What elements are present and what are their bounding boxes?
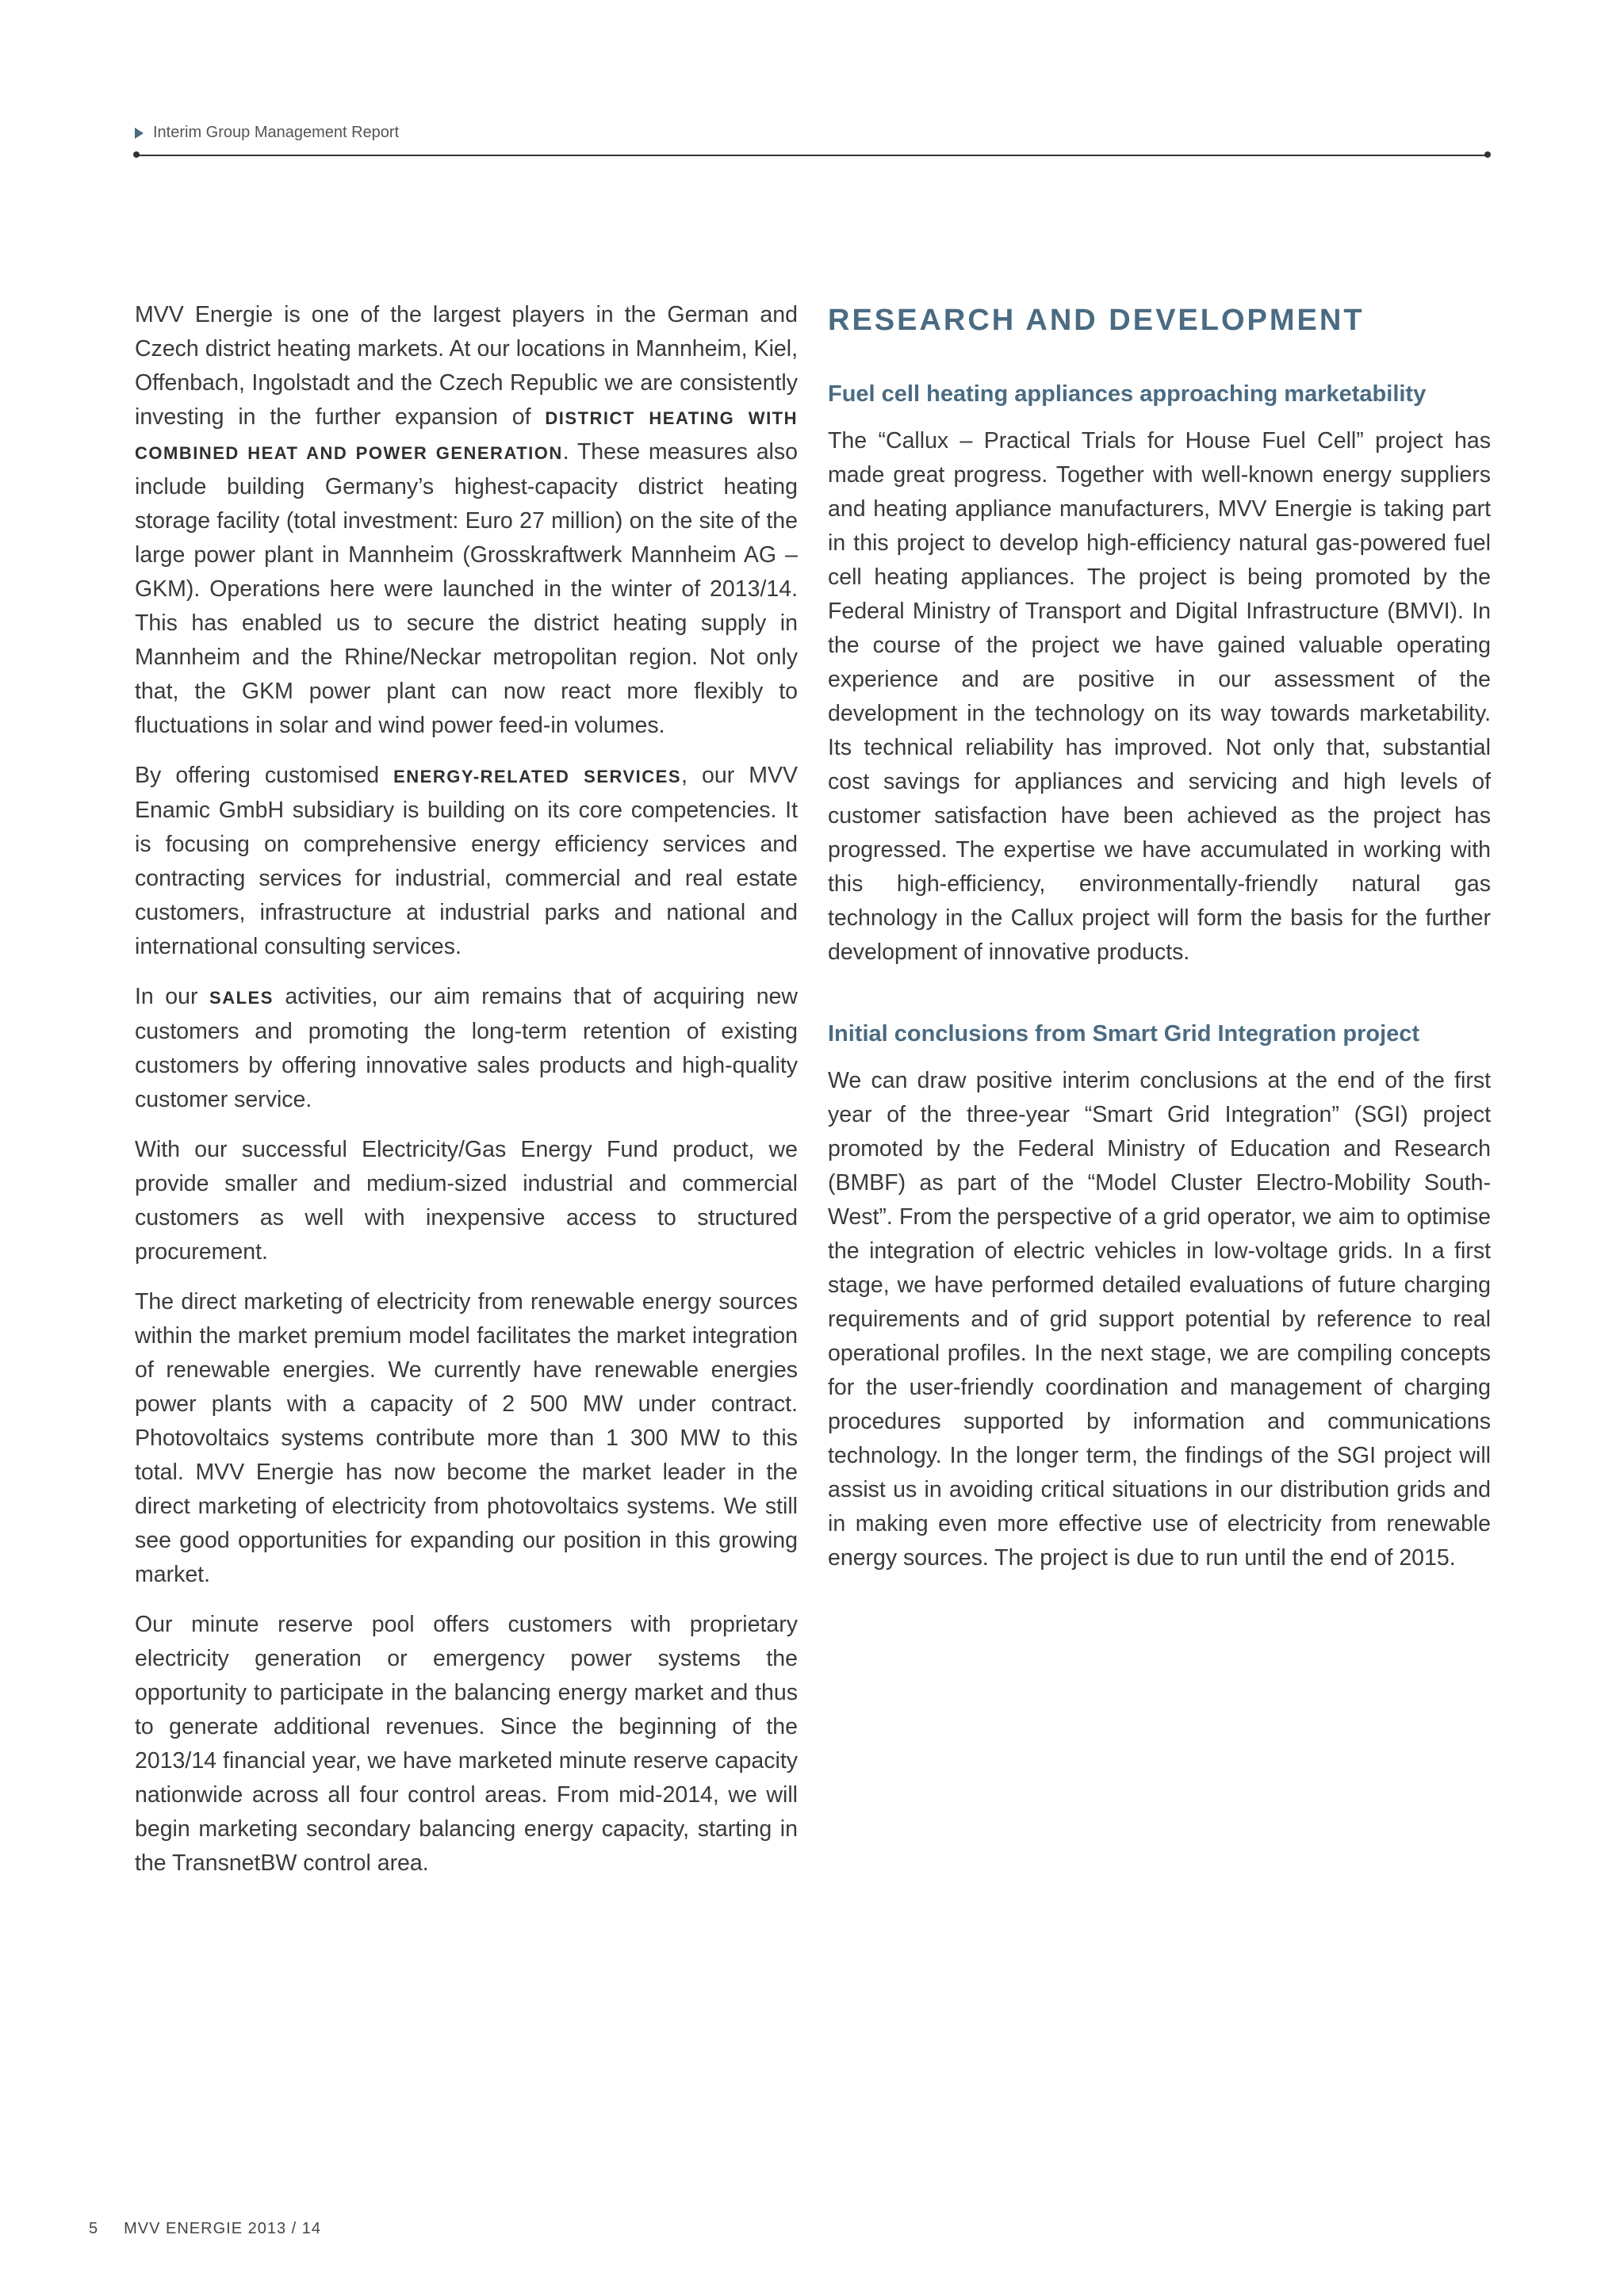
paragraph-energy-services: By offering customised ENERGY-RELATED SERVICES, our MVV Enamic GmbH subsidiary is building on its core competencies. It is focusing on comprehensive energy efficiency services and contracting services for industrial, commercial and real estate customers, infrastructure at industrial parks and national and international consulting services. xyxy=(135,763,798,959)
page-footer xyxy=(89,2220,321,2238)
page-number: 5 xyxy=(89,2220,99,2237)
left-column xyxy=(135,298,798,1896)
paragraph-minute-reserve: Our minute reserve pool offers customers with proprietary electricity generation or emergency power systems the opportunity to participate in the balancing energy market and thus to generate additional revenues. Since the beginning of the 2013/14 financial year, we have marketed minute reserve capacity nationwide across all four control areas. From mid-2014, we will begin marketing secondary balancing energy capacity, starting in the TransnetBW control area. xyxy=(135,1612,798,1876)
highlight-energy-services: ENERGY-RELATED SERVICES xyxy=(393,767,682,786)
subheading-smart-grid: Initial conclusions from Smart Grid Integration project xyxy=(828,1021,1420,1047)
right-column xyxy=(828,298,1491,1591)
paragraph-district-heating: MVV Energie is one of the largest players in the German and Czech district heating markets. At our locations in Mannheim, Kiel, Offenbach, Ingolstadt and the Czech Republic we are consistently investing in the further expansion of DISTRICT HEATING WITH COMBINED HEAT AND POWER GENERATION. These measures also include building Germany’s highest-capacity district heating storage facility (total investment: Euro 27 million) on the site of the large power plant in Mannheim (Grosskraftwerk Mannheim AG – GKM). Operations here were launched in the winter of 2013/14. This has enabled us to secure the district heating supply in Mannheim and the Rhine/Neckar metropolitan region. Not only that, the GKM power plant can now react more flexibly to fluctuations in solar and wind power feed-in volumes. xyxy=(135,302,799,738)
publication-title: MVV ENERGIE 2013 / 14 xyxy=(124,2220,322,2237)
rule-start-dot xyxy=(133,151,140,158)
header-section-title: Interim Group Management Report xyxy=(153,124,400,141)
paragraph-sales: In our SALES activities, our aim remains that of acquiring new customers and promoting the long-term retention of existing customers by offering innovative sales products and high-quality customer service. xyxy=(135,984,798,1112)
rule-end-dot xyxy=(1484,151,1491,158)
running-header xyxy=(135,124,399,142)
paragraph-direct-marketing: The direct marketing of electricity from renewable energy sources within the market premium model facilitates the market integration of renewable energies. We currently have renewable energies power plants with a capacity of 2 500 MW under contract. Photovoltaics systems contribute more than 1 300 MW to this total. MVV Energie has now become the market leader in the direct marketing of electricity from photovoltaics systems. We still see good opportunities for expanding our position in this growing market. xyxy=(135,1289,798,1587)
paragraph-callux: The “Callux – Practical Trials for House Fuel Cell” project has made great progress. Together with well-known energy suppliers and heating appliance manufacturers, MVV Energie is taking part in this project to develop high-efficiency natural gas-powered fuel cell heating appliances. The project is being promoted by the Federal Ministry of Transport and Digital Infrastructure (BMVI). In the course of the project we have gained valuable operating experience and are positive in our assessment of the development in the technology on its way towards marketability. Its technical reliability has improved. Not only that, substantial cost savings for appliances and servicing and high levels of customer satisfaction have been achieved as the project has progressed. The expertise we have accumulated in working with this high-efficiency, environmentally-friendly natural gas technology in the Callux project will form the basis for the further development of innovative products. xyxy=(828,428,1491,965)
header-rule xyxy=(136,155,1488,156)
paragraph-energy-fund: With our successful Electricity/Gas Energy Fund product, we provide smaller and medium-sized industrial and commercial customers as well with inexpensive access to structured procurement. xyxy=(135,1137,798,1265)
subheading-fuel-cell: Fuel cell heating appliances approaching marketability xyxy=(828,381,1427,407)
highlight-district-heating: DISTRICT HEATING WITH COMBINED HEAT AND POWER GENERATION xyxy=(135,408,799,463)
paragraph-smart-grid: We can draw positive interim conclusions at the end of the first year of the three-year “Smart Grid Integration” (SGI) project promoted by the Federal Ministry of Education and Research (BMBF) as part of the “Model Cluster Electro-Mobility South-West”. From the perspective of a grid operator, we aim to optimise the integration of electric vehicles in low-voltage grids. In a first stage, we have performed detailed evaluations of future charging requirements and of grid support potential by reference to real operational profiles. In the next stage, we are compiling concepts for the user-friendly coordination and management of charging procedures supported by information and communications technology. In the longer term, the findings of the SGI project will assist us in avoiding critical situations in our distribution grids and in making even more effective use of electricity from renewable energy sources. The project is due to run until the end of 2015. xyxy=(828,1068,1491,1571)
highlight-sales: SALES xyxy=(209,988,274,1008)
triangle-marker-icon xyxy=(135,128,144,139)
section-heading-research: RESEARCH AND DEVELOPMENT xyxy=(828,304,1365,337)
